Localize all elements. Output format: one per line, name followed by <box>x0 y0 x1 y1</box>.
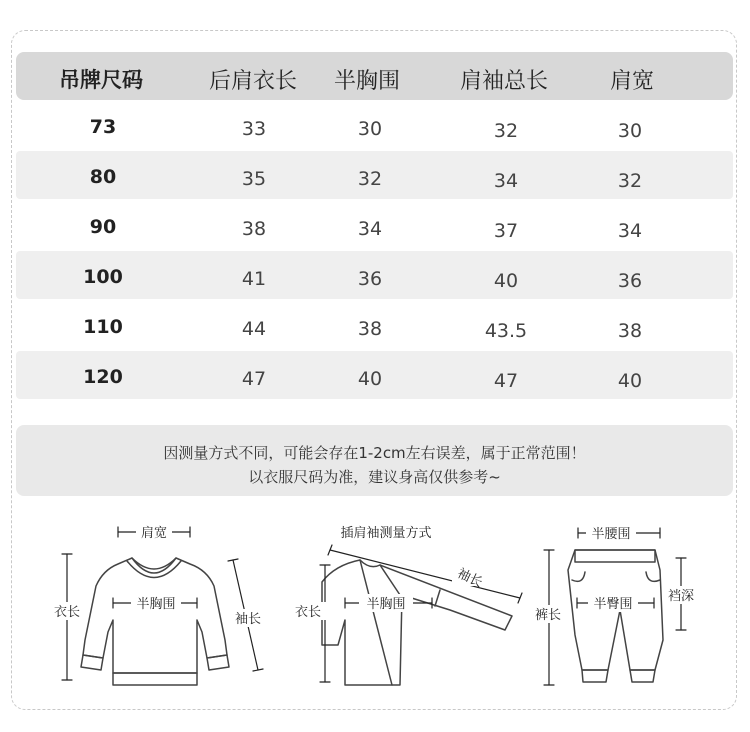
label-sweater-shoulder: 肩宽 <box>140 526 168 541</box>
table-cell-sleeve-total: 34 <box>493 170 519 192</box>
label-pants-thigh: 半臀围 <box>593 597 633 612</box>
table-cell-sleeve-total: 47 <box>493 370 519 392</box>
header-shoulder: 肩宽 <box>609 69 655 94</box>
table-cell-shoulder: 34 <box>617 220 643 242</box>
header-size: 吊牌尺码 <box>59 68 143 92</box>
table-cell-size: 80 <box>89 166 117 188</box>
label-sweater-sleeve: 袖长 <box>234 612 262 627</box>
table-cell-shoulder: 38 <box>617 320 643 342</box>
label-raglan-title: 插肩袖测量方式 <box>340 526 432 541</box>
label-raglan-sleeve: 袖长 <box>454 566 485 591</box>
label-pants-length: 裤长 <box>534 608 562 623</box>
label-sweater-chest: 半胸围 <box>136 597 176 612</box>
table-cell-size: 120 <box>83 366 123 388</box>
measurement-diagrams <box>0 510 750 710</box>
table-cell-sleeve-total: 37 <box>493 220 519 242</box>
label-pants-waist: 半腰围 <box>591 527 631 542</box>
table-cell-shoulder: 36 <box>617 270 643 292</box>
table-cell-size: 73 <box>89 116 117 138</box>
label-sweater-length: 衣长 <box>53 605 81 620</box>
table-cell-sleeve-total: 40 <box>493 270 519 292</box>
table-cell-half-chest: 40 <box>357 368 383 390</box>
table-cell-shoulder: 30 <box>617 120 643 142</box>
table-cell-back-length: 41 <box>241 268 267 290</box>
header-sleeve-total: 肩袖总长 <box>459 69 549 94</box>
label-raglan-chest: 半胸围 <box>366 597 406 612</box>
disclaimer-box <box>16 425 733 496</box>
table-cell-half-chest: 36 <box>357 268 383 290</box>
table-cell-back-length: 47 <box>241 368 267 390</box>
table-cell-back-length: 35 <box>241 168 267 190</box>
table-cell-back-length: 44 <box>241 318 267 340</box>
table-cell-half-chest: 30 <box>357 118 383 140</box>
table-cell-shoulder: 32 <box>617 170 643 192</box>
table-cell-half-chest: 32 <box>357 168 383 190</box>
label-raglan-length: 衣长 <box>294 605 322 620</box>
header-back-length: 后肩衣长 <box>208 69 298 94</box>
table-cell-size: 100 <box>83 266 123 288</box>
table-cell-back-length: 38 <box>241 218 267 240</box>
table-cell-half-chest: 38 <box>357 318 383 340</box>
table-cell-half-chest: 34 <box>357 218 383 240</box>
pants-illustration <box>568 550 663 682</box>
table-cell-sleeve-total: 43.5 <box>484 320 528 342</box>
table-cell-back-length: 33 <box>241 118 267 140</box>
label-pants-rise: 裆深 <box>667 589 695 604</box>
disclaimer-line-2: 以衣服尺码为准，建议身高仅供参考~ <box>248 468 501 486</box>
disclaimer-line-1: 因测量方式不同，可能会存在1-2cm左右误差，属于正常范围！ <box>163 444 586 462</box>
sweater-illustration <box>81 558 229 685</box>
table-cell-sleeve-total: 32 <box>493 120 519 142</box>
table-cell-shoulder: 40 <box>617 370 643 392</box>
header-half-chest: 半胸围 <box>333 69 401 94</box>
table-cell-size: 90 <box>89 216 117 238</box>
table-cell-size: 110 <box>83 316 123 338</box>
raglan-measure-lines <box>320 545 522 682</box>
